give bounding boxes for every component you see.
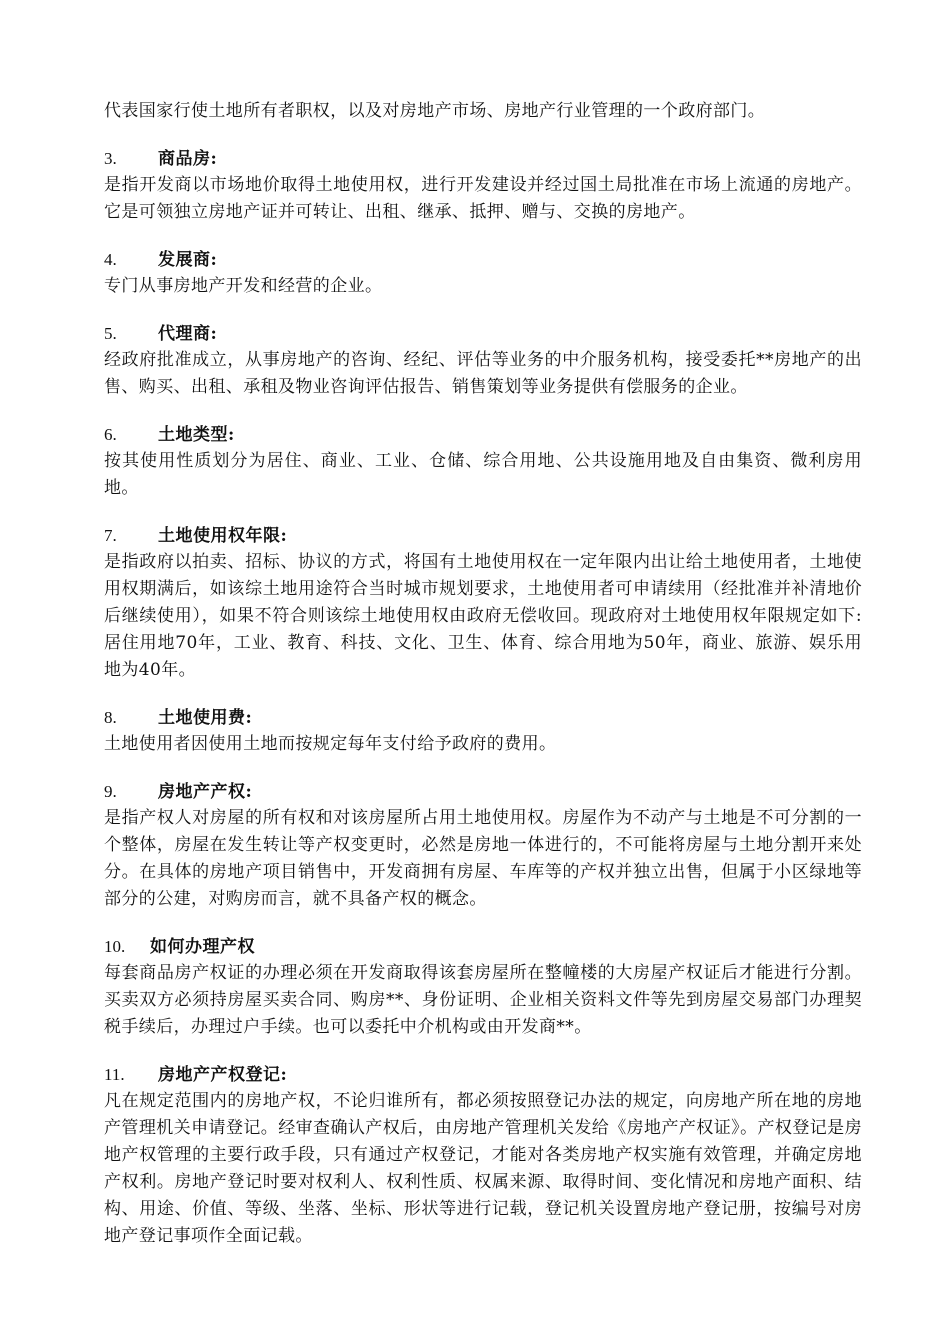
- entry-body: 专门从事房地产开发和经营的企业。: [104, 276, 383, 296]
- document-page: [104, 98, 862, 1250]
- entry-title: 房地产产权:: [158, 782, 253, 802]
- entry-heading: [104, 778, 862, 805]
- entry-7: [104, 522, 862, 684]
- entry-8: [104, 704, 862, 758]
- entry-heading: [104, 1061, 862, 1088]
- entry-9: [104, 778, 862, 913]
- entry-title: 商品房:: [158, 149, 218, 169]
- entry-4: [104, 246, 862, 300]
- entry-title: 发展商:: [158, 250, 218, 270]
- entry-10: [104, 933, 862, 1041]
- entry-heading: [104, 145, 862, 172]
- entry-heading: [104, 421, 862, 448]
- entry-number: 4.: [104, 250, 117, 269]
- entry-heading: [104, 933, 862, 960]
- entry-heading: [104, 704, 862, 731]
- entry-body: 经政府批准成立，从事房地产的咨询、经纪、评估等业务的中介服务机构，接受委托**房地产的出售、购买、出租、承租及物业咨询评估报告、销售策划等业务提供有偿服务的企业。: [104, 350, 862, 397]
- entry-title: 如何办理产权: [150, 937, 255, 957]
- entry-body: 是指开发商以市场地价取得土地使用权，进行开发建设并经过国土局批准在市场上流通的房地产。它是可领独立房地产证并可转让、出租、继承、抵押、赠与、交换的房地产。: [104, 175, 862, 222]
- entry-3: [104, 145, 862, 226]
- entry-number: 9.: [104, 782, 117, 801]
- entry-title: 土地使用权年限:: [158, 526, 288, 546]
- entry-6: [104, 421, 862, 502]
- entry-heading: [104, 320, 862, 347]
- entry-body: 按其使用性质划分为居住、商业、工业、仓储、综合用地、公共设施用地及自由集资、微利房用地。: [104, 451, 862, 498]
- entry-body: 凡在规定范围内的房地产权，不论归谁所有，都必须按照登记办法的规定，向房地产所在地的房地产管理机关申请登记。经审查确认产权后，由房地产管理机关发给《房地产产权证》。产权登记是房地产权管理的主要行政手段，只有通过产权登记，才能对各类房地产权实施有效管理，并确定房地产权利。房地产登记时要对权利人、权利性质、权属来源、取得时间、变化情况和房地产面积、结构、用途、价值、等级、坐落、坐标、形状等进行记载，登记机关设置房地产登记册，按编号对房地产登记事项作全面记载。: [104, 1091, 862, 1246]
- entry-number: 11.: [104, 1065, 125, 1084]
- entry-number: 8.: [104, 708, 117, 727]
- entry-title: 代理商:: [158, 324, 218, 344]
- entry-body: 是指产权人对房屋的所有权和对该房屋所占用土地使用权。房屋作为不动产与土地是不可分割的一个整体，房屋在发生转让等产权变更时，必然是房地一体进行的，不可能将房屋与土地分割开来处分。在具体的房地产项目销售中，开发商拥有房屋、车库等的产权并独立出售，但属于小区绿地等部分的公建，对购房而言，就不具备产权的概念。: [104, 808, 862, 909]
- entry-title: 土地使用费:: [158, 708, 253, 728]
- entry-number: 6.: [104, 425, 117, 444]
- entry-heading: [104, 522, 862, 549]
- entry-body: 是指政府以拍卖、招标、协议的方式，将国有土地使用权在一定年限内出让给土地使用者，土地使用权期满后，如该综土地用途符合当时城市规划要求，土地使用者可申请续用（经批准并补清地价后继续使用），如果不符合则该综土地使用权由政府无偿收回。现政府对土地使用权年限规定如下: 居住用地70年，工业、教育、科技、文化、卫生、体育、综合用地为50年，商业、旅游、娱乐用地为40年。: [104, 552, 862, 680]
- entry-body: 土地使用者因使用土地而按规定每年支付给予政府的费用。: [104, 734, 557, 754]
- entry-number: 3.: [104, 149, 117, 168]
- entry-number: 7.: [104, 526, 117, 545]
- entry-body: 每套商品房产权证的办理必须在开发商取得该套房屋所在整幢楼的大房屋产权证后才能进行分割。买卖双方必须持房屋买卖合同、购房**、身份证明、企业相关资料文件等先到房屋交易部门办理契税手续后，办理过户手续。也可以委托中介机构或由开发商**。: [104, 963, 862, 1037]
- entry-11: [104, 1061, 862, 1250]
- intro-paragraph: 代表国家行使土地所有者职权，以及对房地产市场、房地产行业管理的一个政府部门。: [104, 101, 766, 121]
- entry-title: 房地产产权登记:: [158, 1065, 288, 1085]
- entry-number: 10.: [104, 937, 126, 956]
- entry-5: [104, 320, 862, 401]
- entry-heading: [104, 246, 862, 273]
- entry-title: 土地类型:: [158, 425, 235, 445]
- entry-number: 5.: [104, 324, 117, 343]
